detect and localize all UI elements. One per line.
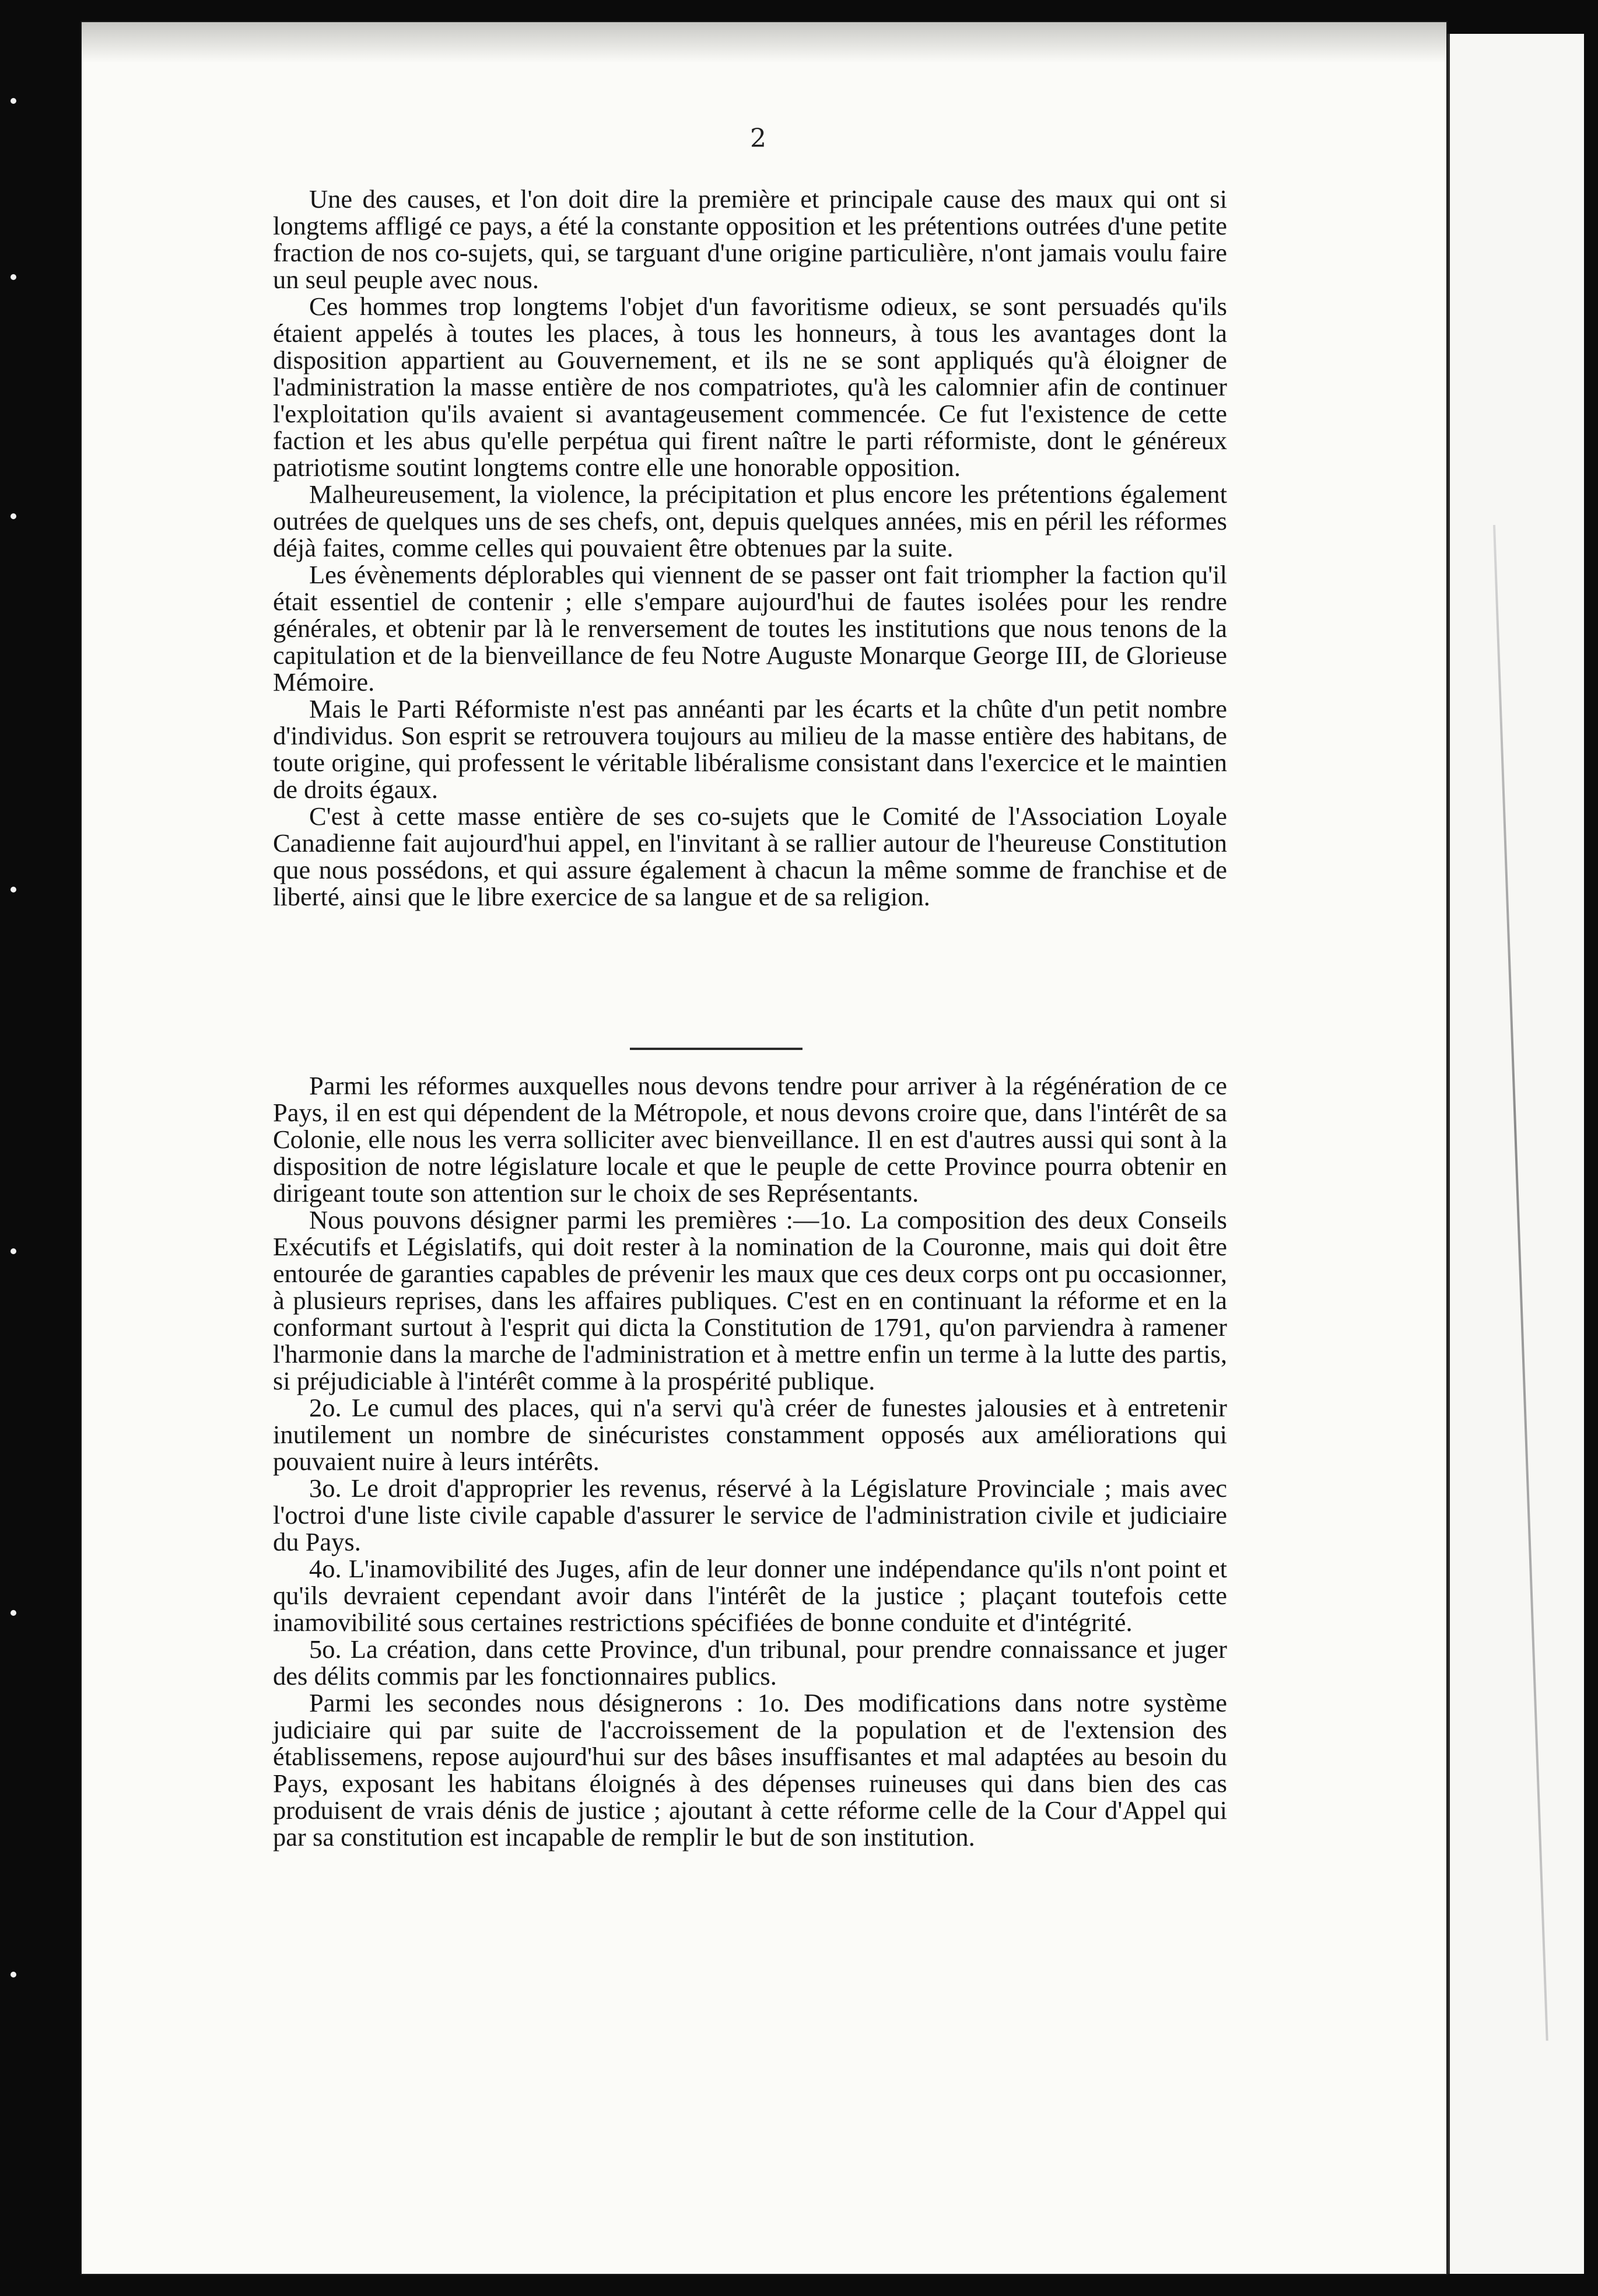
paragraph: C'est à cette masse entière de ses co-sujets que le Comité de l'Association Loyale Canadienne fait aujourd'hui appel, en l'invitant à se rallier autour de l'heureuse Constitution que nous possédons, et qui assure également à chacun la même somme de franchise et de liberté, ainsi que le libre exercice de sa langue et de sa religion.: [273, 802, 1227, 911]
paragraph: Mais le Parti Réformiste n'est pas annéanti par les écarts et la chûte d'un petit nombre d'individus. Son esprit se retrouvera toujours au milieu de la masse entière des habitans, de toute origine, qui professent le véritable libéralisme consistant dans l'exercice et le maintien de droits égaux.: [273, 694, 1227, 804]
text-section-2: [273, 1072, 1227, 1850]
paragraph: Malheureusement, la violence, la précipitation et plus encore les prétentions également outrées de quelques uns de ses chefs, ont, depuis quelques années, mis en péril les réformes déjà faites, comme celles qui pouvaient être obtenues par la suite.: [273, 480, 1227, 562]
page-top-shadow: [82, 22, 1446, 63]
paragraph: Parmi les secondes nous désignerons : 1o. Des modifications dans notre système judiciaire qui par suite de l'accroissement de la population et de l'extension des établissemens, repose aujourd'hui sur des bâses insuffisantes et mal adaptées au besoin du Pays, exposant les habitans éloignés à des dépenses ruineuses qui dans bien des cas produisent de vrais dénis de justice ; ajoutant à cette réforme celle de la Cour d'Appel qui par sa constitution est incapable de remplir le but de son institution.: [273, 1688, 1227, 1852]
paragraph: 2o. Le cumul des places, qui n'a servi qu'à créer de funestes jalousies et à entretenir inutilement un nombre de sinécuristes constamment opposés aux améliorations qui pouvaient nuire à leurs intérêts.: [273, 1393, 1227, 1476]
paragraph: Parmi les réformes auxquelles nous devons tendre pour arriver à la régénération de ce Pays, il en est qui dépendent de la Métropole, et nous devons croire que, dans l'intérêt de sa Colonie, elle nous les verra solliciter avec bienveillance. Il en est d'autres aussi qui sont à la disposition de notre législature locale et que le peuple de cette Province pourra obtenir en dirigeant toute son attention sur le choix de ses Représentants.: [273, 1071, 1227, 1208]
binding-edge: [0, 0, 35, 2296]
paragraph: Nous pouvons désigner parmi les premières :—1o. La composition des deux Conseils Exécutifs et Législatifs, qui doit rester à la nomination de la Couronne, mais qui doit être entourée de garanties capables de prévenir les maux que ces deux corps ont pu occasionner, à plusieurs reprises, dans les affaires publiques. C'est en en continuant la réforme et en la conformant surtout à l'esprit qui dicta la Constitution de 1791, qu'on parviendra à ramener l'harmonie dans la marche de l'administration et à mettre enfin un terme à la lutte des partis, si préjudiciable à l'intérêt comme à la prospérité publique.: [273, 1205, 1227, 1395]
paragraph: 3o. Le droit d'approprier les revenus, réservé à la Législature Provinciale ; mais avec l'octroi d'une liste civile capable d'assurer le service de l'administration civile et judiciaire du Pays.: [273, 1474, 1227, 1556]
paragraph: Une des causes, et l'on doit dire la première et principale cause des maux qui ont si longtems affligé ce pays, a été la constante opposition et les prétentions outrées d'une petite fraction de nos co-sujets, qui, se targuant d'une origine particulière, n'ont jamais voulu faire un seul peuple avec nous.: [273, 184, 1227, 294]
page-number: 2: [750, 124, 766, 153]
paragraph: 4o. L'inamovibilité des Juges, afin de leur donner une indépendance qu'ils n'ont point et qu'ils devraient cependant avoir dans l'intérêt de la justice ; plaçant toutefois cette inamovibilité sous certaines restrictions spécifiées de bonne conduite et d'intégrité.: [273, 1554, 1227, 1637]
paragraph: 5o. La création, dans cette Province, d'un tribunal, pour prendre connaissance et juger des délits commis par les fonctionnaires publics.: [273, 1634, 1227, 1690]
section-divider: [630, 1048, 802, 1050]
text-section-1: [273, 186, 1227, 910]
paragraph: Ces hommes trop longtems l'objet d'un favoritisme odieux, se sont persuadés qu'ils étaient appelés à toutes les places, à tous les honneurs, à tous les avantages dont la disposition appartient au Gouvernement, et ils ne se sont appliqués qu'à éloigner de l'administration la masse entière de nos compatriotes, qu'à les calomnier afin de continuer l'exploitation qu'ils avaient si avantageusement commencée. Ce fut l'existence de cette faction et les abus qu'elle perpétua qui firent naître le parti réformiste, dont le généreux patriotisme soutint longtems contre elle une honorable opposition.: [273, 292, 1227, 482]
paragraph: Les évènements déplorables qui viennent de se passer ont fait triompher la faction qu'il était essentiel de contenir ; elle s'empare aujourd'hui de fautes isolées pour les rendre générales, et obtenir par là le renversement de toutes les institutions que nous tenons de la capitulation et de la bienveillance de feu Notre Auguste Monarque George III, de Glorieuse Mémoire.: [273, 560, 1227, 696]
